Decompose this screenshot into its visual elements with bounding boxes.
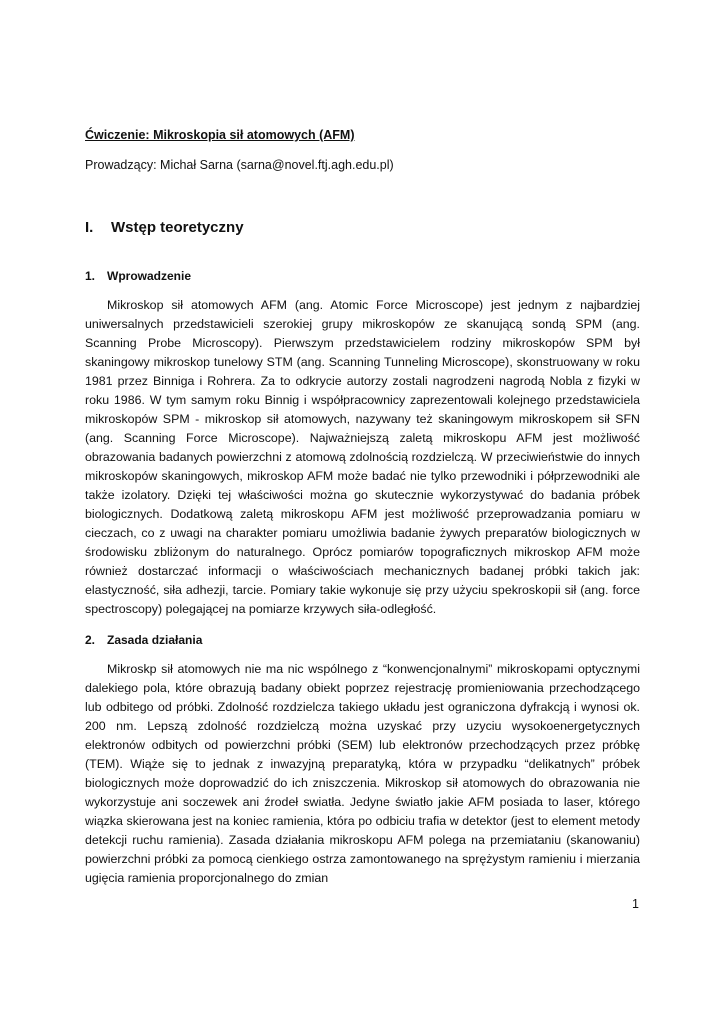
paragraph-text: Mikroskp sił atomowych nie ma nic wspólnego z “konwencjonalnymi” mikroskopami optycznymi dalekiego pola, które obrazują badany obiekt poprzez rejestrację promieniowania przechodzącego lub odbitego od próbki. Zdolność rozdzielcza takiego układu jest ograniczona dyfrakcją i wynosi ok. 200 nm. Lepszą zdolność rozdzielczą można uzyskać przy uzyciu wysokoenergetycznych elektronów odbitych od powierzchni próbki (SEM) lub elektronów przechodzących przez próbkę (TEM). Wiąże się to jednak z inwazyjną preparatyką, która w przypadku “delikatnych” próbek biologicznych może doprowadzić do ich zniszczenia. Mikroskop sił atomowych do obrazowania nie wykorzystuje ani soczewek ani źrodeł swiatła. Jedyne światło jakie AFM posiada to laser, którego wiązka skierowana jest na koniec ramienia, która po odbiciu trafia w detektor (jest to element metody detekcji ruchu ramienia). Zasada działania mikroskopu AFM polega na przemiataniu (skanowaniu) powierzchni próbki za pomocą cienkiego ostrza zamontowanego na sprężystym ramieniu i mierzania ugięcia ramienia proporcjonalnego do zmian bbox=[85, 662, 640, 885]
page-number: 1 bbox=[632, 897, 639, 911]
paragraph-text: Mikroskop sił atomowych AFM (ang. Atomic Force Microscope) jest jednym z najbardziej uniwersalnych przedstawicieli szerokiej grupy mikroskopów ze skanującą sondą SPM (ang. Scanning Probe Microscopy). Pierwszym przedstawicielem rodziny mikroskopów SPM był skaningowy mikroskop tunelowy STM (ang. Scanning Tunneling Microscope), skonstruowany w roku 1981 przez Binniga i Rohrera. Za to odkrycie autorzy zostali nagrodzeni nagrodą Nobla z fizyki w roku 1986. W tym samym roku Binnig i współpracownicy zaprezentowali kolejnego przedstawiciela mikroskopów SPM - mikroskop sił atomowych, nazywany też skaningowym mikroskopem sił SFN (ang. Scanning Force Microscope). Najważniejszą zaletą mikroskopu AFM jest możliwość obrazowania badanych powierzchni z atomową zdolnością rozdzielczą. W przeciwieństwie do innych mikroskopów skaningowych, mikroskop AFM może badać nie tylko przewodniki i półprzewodniki ale także izolatory. Dzięki tej właściwości można go skutecznie wykorzystywać do badania próbek biologicznych. Dodatkową zaletą mikroskopu AFM jest możliwość przeprowadzania pomiaru w cieczach, co z uwagi na charakter pomiaru umożliwia badanie żywych preparatów biologicznych w środowisku zbliżonym do naturalnego. Oprócz pomiarów topograficznych mikroskop AFM może również dostarczać informacji o właściwościach mechanicznych badanej próbki takich jak: elastyczność, siła adhezji, tarcie. Pomiary takie wykonuje się przy użyciu spekroskopii sił (ang. force spectroscopy) polegającej na pomiarze krzywych siła-odległość. bbox=[85, 298, 640, 616]
exercise-title: Ćwiczenie: Mikroskopia sił atomowych (AFM) bbox=[85, 128, 355, 142]
paragraph-introduction bbox=[85, 296, 640, 619]
paragraph-principle bbox=[85, 660, 640, 888]
subsection-number: 2. bbox=[85, 633, 96, 647]
subsection-heading-2 bbox=[85, 633, 202, 647]
subsection-title: Zasada działania bbox=[107, 633, 203, 647]
instructor-line: Prowadzący: Michał Sarna (sarna@novel.ftj.agh.edu.pl) bbox=[85, 158, 394, 172]
subsection-heading-1 bbox=[85, 269, 191, 283]
section-title: Wstęp teoretyczny bbox=[111, 219, 244, 236]
subsection-number: 1. bbox=[85, 269, 96, 283]
section-number: I. bbox=[85, 219, 94, 236]
subsection-title: Wprowadzenie bbox=[107, 269, 192, 283]
section-heading bbox=[85, 219, 244, 236]
